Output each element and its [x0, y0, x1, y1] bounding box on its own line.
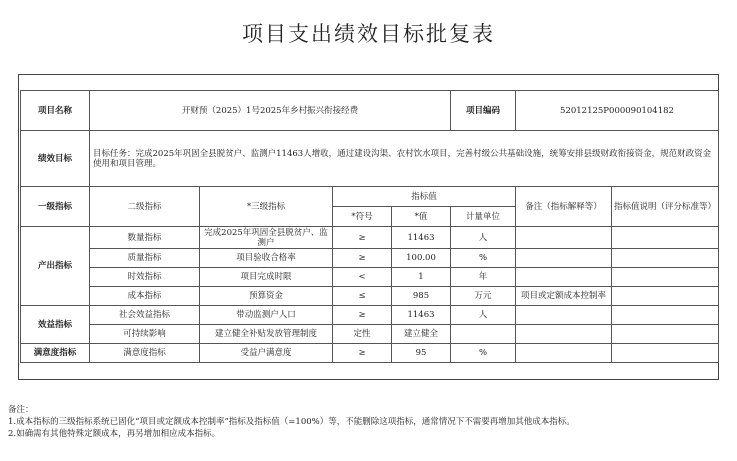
performance-table [20, 90, 719, 363]
table-row [21, 306, 719, 325]
table-row [21, 227, 719, 249]
row-symbol: ≥ [333, 249, 392, 268]
row-remark [516, 227, 612, 249]
note-item: 2.如确需有其他特殊定额成本，再另增加相应成本指标。 [8, 429, 221, 439]
col-symbol: *符号 [333, 207, 392, 227]
col-unit: 计量单位 [451, 207, 516, 227]
row-remark [516, 249, 612, 268]
col-level2: 二级指标 [90, 187, 200, 227]
row-level3: 完成2025年巩固全县脱贫户、监测户 [200, 227, 333, 249]
row-remark [516, 325, 612, 344]
row-explain [612, 306, 719, 325]
row-level3: 带动监测户人口 [200, 306, 333, 325]
row-level3: 项目验收合格率 [200, 249, 333, 268]
row-symbol: 定性 [333, 325, 392, 344]
row-remark [516, 306, 612, 325]
row-value: 100.00 [392, 249, 451, 268]
row-value: 985 [392, 287, 451, 306]
row-symbol: ≥ [333, 344, 392, 363]
row-level2: 数量指标 [90, 227, 200, 249]
row-level2: 可持续影响 [90, 325, 200, 344]
row-remark: 项目或定额成本控制率 [516, 287, 612, 306]
row-level3: 项目完成时限 [200, 268, 333, 287]
project-name-label: 项目名称 [21, 91, 90, 131]
row-explain [612, 325, 719, 344]
row-explain [612, 287, 719, 306]
row-explain [612, 344, 719, 363]
row-unit: % [451, 249, 516, 268]
notes [8, 404, 575, 440]
table-row [21, 344, 719, 363]
row-value: 建立健全 [392, 325, 451, 344]
project-name-value: 开财预（2025）1号2025年乡村振兴衔接经费 [90, 91, 451, 131]
row-symbol: < [333, 268, 392, 287]
col-level3: *三级指标 [200, 187, 333, 227]
row-remark [516, 344, 612, 363]
row-unit: 万元 [451, 287, 516, 306]
goal-label: 绩效目标 [21, 131, 90, 187]
row-unit [451, 325, 516, 344]
row-level3: 预算资金 [200, 287, 333, 306]
col-value: *值 [392, 207, 451, 227]
row-unit: 年 [451, 268, 516, 287]
project-code-value: 52012125P000090104182 [516, 91, 719, 131]
goal-row [21, 131, 719, 187]
row-remark [516, 268, 612, 287]
notes-heading: 备注： [8, 405, 34, 415]
table-row [21, 268, 719, 287]
group-benefit: 效益指标 [21, 306, 90, 344]
row-unit: 人 [451, 306, 516, 325]
row-level3: 建立健全补贴发放管理制度 [200, 325, 333, 344]
project-code-label: 项目编码 [451, 91, 516, 131]
row-explain [612, 227, 719, 249]
header-row-1 [21, 187, 719, 207]
row-explain [612, 249, 719, 268]
row-symbol: ≥ [333, 306, 392, 325]
col-indicator-value: 指标值 [333, 187, 516, 207]
note-item: 1.成本指标的三级指标系统已固化“项目或定额成本控制率”指标及指标值（=100%）等，不能删除这项指标，通常情况下不需要再增加其他成本指标。 [8, 417, 575, 427]
group-output: 产出指标 [21, 227, 90, 306]
row-value: 1 [392, 268, 451, 287]
row-symbol: ≥ [333, 227, 392, 249]
row-level2: 社会效益指标 [90, 306, 200, 325]
row-symbol: ≤ [333, 287, 392, 306]
row-level2: 成本指标 [90, 287, 200, 306]
page-title: 项目支出绩效目标批复表 [242, 22, 495, 46]
col-level1: 一级指标 [21, 187, 90, 227]
row-unit: 人 [451, 227, 516, 249]
row-level2: 质量指标 [90, 249, 200, 268]
row-value: 95 [392, 344, 451, 363]
table-row [21, 325, 719, 344]
col-explain: 指标值说明（评分标准等） [612, 187, 719, 227]
project-row [21, 91, 719, 131]
goal-text: 目标任务：完成2025年巩固全县脱贫户、监测户11463人增收，通过建设沟渠、农村饮水项目，完善村级公共基础设施，统筹安排县级财政衔接资金，规范财政资金使用和项目管理。 [90, 131, 719, 187]
table-row [21, 249, 719, 268]
row-value: 11463 [392, 227, 451, 249]
table-row [21, 287, 719, 306]
row-level2: 时效指标 [90, 268, 200, 287]
group-satisfaction: 满意度指标 [21, 344, 90, 363]
col-remark: 备注（指标解释等） [516, 187, 612, 227]
row-unit: % [451, 344, 516, 363]
row-explain [612, 268, 719, 287]
row-value: 11463 [392, 306, 451, 325]
row-level2: 满意度指标 [90, 344, 200, 363]
row-level3: 受益户满意度 [200, 344, 333, 363]
